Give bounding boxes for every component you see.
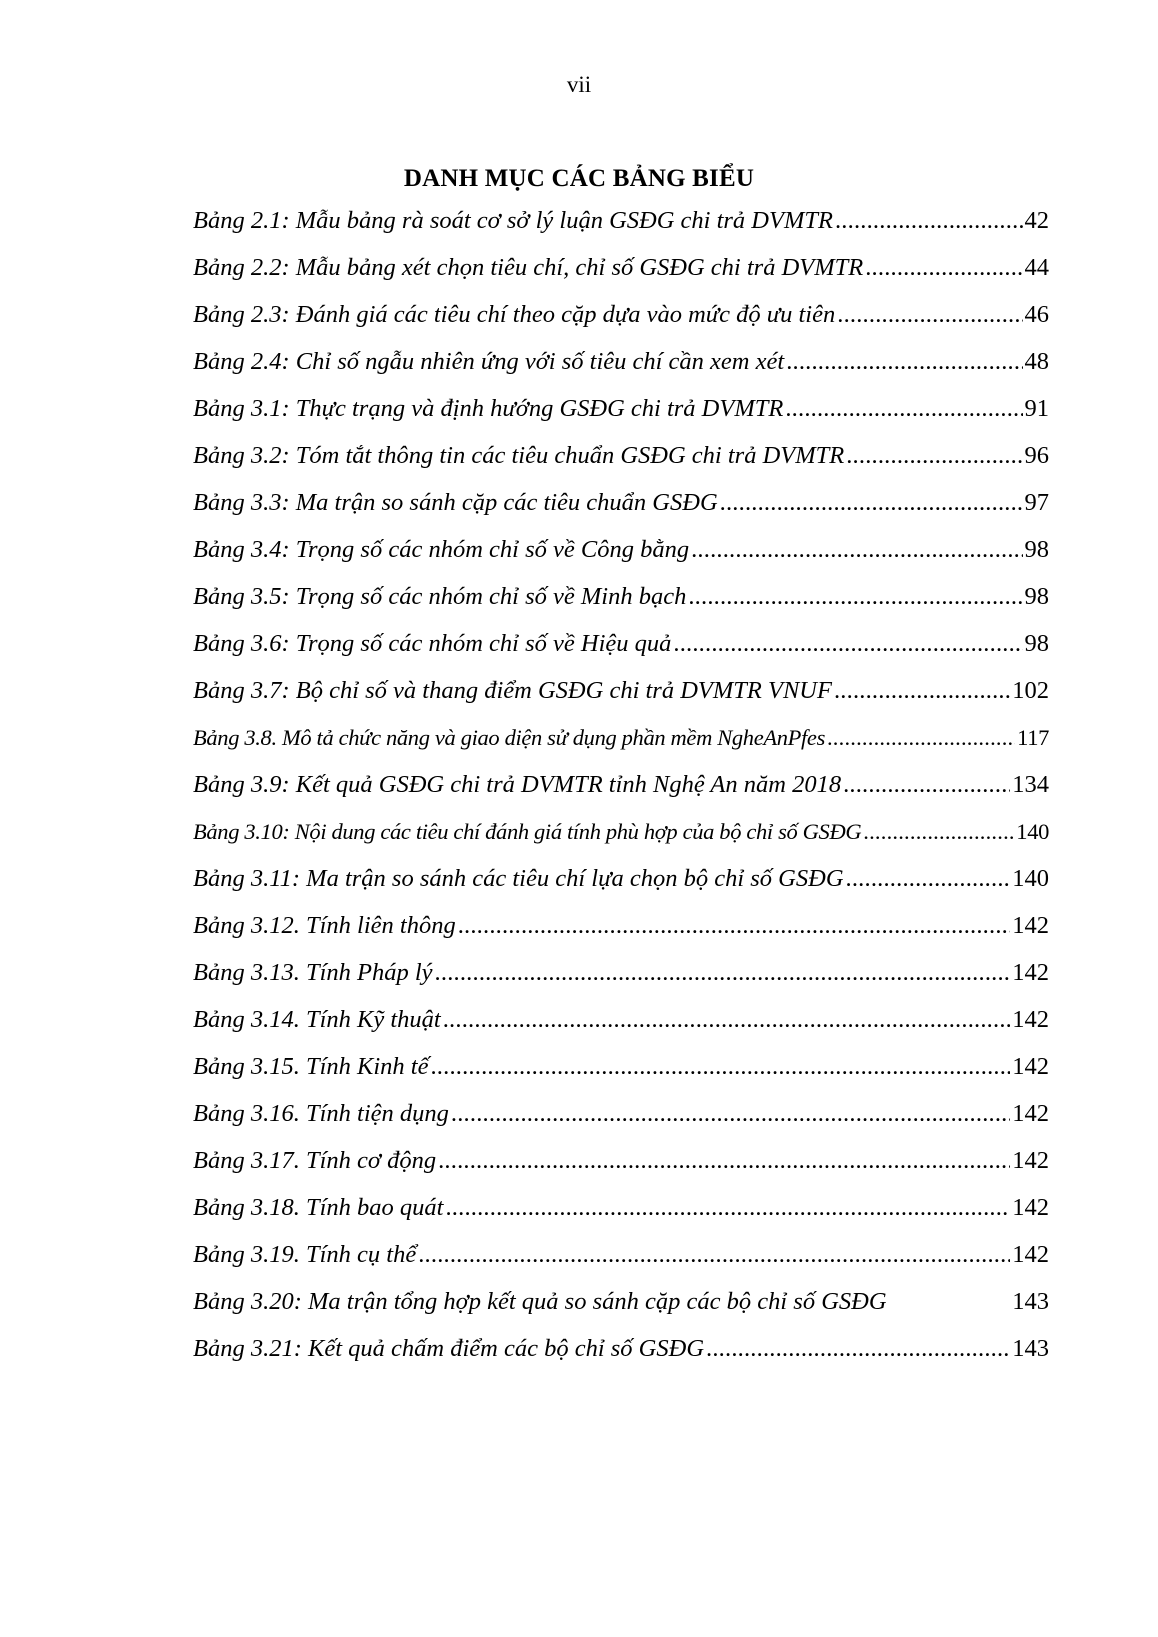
dot-leader [435, 958, 1011, 988]
toc-entry-label: Bảng 3.10: Nội dung các tiêu chí đánh giá tính phù hợp của bộ chỉ số GSĐG [193, 819, 862, 844]
toc-entry[interactable] [193, 1052, 1049, 1099]
toc-entry[interactable] [193, 1005, 1049, 1052]
toc-entry[interactable] [193, 864, 1049, 911]
toc-entry[interactable] [193, 394, 1049, 441]
toc-entry-label: Bảng 3.3: Ma trận so sánh cặp các tiêu chuẩn GSĐG [193, 489, 718, 516]
toc-entry[interactable] [193, 1334, 1049, 1381]
toc-entry[interactable] [193, 253, 1049, 300]
dot-leader [688, 582, 1022, 612]
dot-leader [720, 488, 1023, 518]
toc-entry-page: 142 [1012, 1194, 1049, 1221]
toc-entry[interactable] [193, 723, 1049, 770]
toc-entry[interactable] [193, 488, 1049, 535]
toc-entry[interactable] [193, 1193, 1049, 1240]
toc-entry[interactable] [193, 535, 1049, 582]
toc-entry-page: 142 [1012, 912, 1049, 939]
table-list [193, 206, 1049, 1381]
toc-entry-page: 140 [1012, 865, 1049, 892]
toc-entry-label: Bảng 3.20: Ma trận tổng hợp kết quả so sánh cặp các bộ chỉ số GSĐG [193, 1288, 887, 1315]
toc-entry-label: Bảng 3.12. Tính liên thông [193, 912, 456, 939]
toc-entry-label: Bảng 3.18. Tính bao quát [193, 1194, 444, 1221]
dot-leader [706, 1334, 1010, 1364]
dot-leader [786, 347, 1022, 377]
toc-entry[interactable] [193, 1240, 1049, 1287]
dot-leader [418, 1240, 1010, 1270]
toc-entry-page: 91 [1024, 395, 1049, 422]
dot-leader [445, 1193, 1010, 1223]
dot-leader [837, 300, 1022, 330]
toc-entry-page: 134 [1012, 771, 1049, 798]
toc-entry-label: Bảng 3.5: Trọng số các nhóm chỉ số về Minh bạch [193, 583, 687, 610]
toc-entry-page: 143 [1012, 1335, 1049, 1362]
toc-entry-label: Bảng 3.4: Trọng số các nhóm chỉ số về Công bằng [193, 536, 690, 563]
toc-entry-label: Bảng 2.3: Đánh giá các tiêu chí theo cặp dựa vào mức độ ưu tiên [193, 301, 836, 328]
dot-leader [865, 253, 1022, 283]
toc-entry[interactable] [193, 676, 1049, 723]
dot-leader [458, 911, 1011, 941]
dot-leader [846, 441, 1022, 471]
dot-leader [785, 394, 1022, 424]
toc-entry-page: 142 [1012, 1053, 1049, 1080]
toc-entry[interactable] [193, 629, 1049, 676]
toc-entry-page: 142 [1012, 1241, 1049, 1268]
toc-entry-page: 98 [1024, 630, 1049, 657]
toc-entry[interactable] [193, 441, 1049, 488]
toc-entry-label: Bảng 3.9: Kết quả GSĐG chi trả DVMTR tỉnh Nghệ An năm 2018 [193, 771, 842, 798]
dot-leader [835, 206, 1023, 236]
toc-entry-label: Bảng 3.7: Bộ chỉ số và thang điểm GSĐG chi trả DVMTR VNUF [193, 677, 832, 704]
toc-entry[interactable] [193, 1099, 1049, 1146]
toc-entry-label: Bảng 3.13. Tính Pháp lý [193, 959, 433, 986]
toc-entry[interactable] [193, 1146, 1049, 1193]
toc-entry-page: 97 [1024, 489, 1049, 516]
toc-entry[interactable] [193, 347, 1049, 394]
toc-entry-page: 98 [1024, 583, 1049, 610]
toc-entry-label: Bảng 3.11: Ma trận so sánh các tiêu chí lựa chọn bộ chỉ số GSĐG [193, 865, 844, 892]
toc-entry[interactable] [193, 206, 1049, 253]
dot-leader [846, 864, 1011, 894]
toc-entry-label: Bảng 3.15. Tính Kinh tế [193, 1053, 429, 1080]
toc-entry-label: Bảng 2.2: Mẫu bảng xét chọn tiêu chí, chỉ số GSĐG chi trả DVMTR [193, 254, 864, 281]
toc-entry-page: 142 [1012, 959, 1049, 986]
dot-leader [843, 770, 1010, 800]
dot-leader [430, 1052, 1010, 1082]
toc-entry-page: 143 [1012, 1288, 1049, 1315]
dot-leader [834, 676, 1010, 706]
dot-leader [673, 629, 1022, 659]
toc-entry-label: Bảng 2.4: Chỉ số ngẫu nhiên ứng với số tiêu chí cần xem xét [193, 348, 785, 375]
toc-entry-page: 48 [1024, 348, 1049, 375]
toc-entry-label: Bảng 3.19. Tính cụ thể [193, 1241, 417, 1268]
toc-entry-label: Bảng 3.1: Thực trạng và định hướng GSĐG chi trả DVMTR [193, 395, 784, 422]
toc-entry[interactable] [193, 300, 1049, 347]
toc-entry[interactable] [193, 817, 1049, 864]
toc-entry[interactable] [193, 911, 1049, 958]
dot-leader [438, 1146, 1010, 1176]
toc-entry-page: 96 [1024, 442, 1049, 469]
toc-entry-label: Bảng 3.8. Mô tả chức năng và giao diện sử dụng phần mềm NgheAnPfes [193, 725, 825, 750]
toc-entry-label: Bảng 2.1: Mẫu bảng rà soát cơ sở lý luận GSĐG chi trả DVMTR [193, 207, 833, 234]
toc-entry-label: Bảng 3.6: Trọng số các nhóm chỉ số về Hiệu quả [193, 630, 672, 657]
toc-entry-page: 46 [1024, 301, 1049, 328]
toc-entry-page: 98 [1024, 536, 1049, 563]
toc-entry-label: Bảng 3.14. Tính Kỹ thuật [193, 1006, 441, 1033]
toc-entry-page: 42 [1024, 207, 1049, 234]
toc-entry[interactable] [193, 770, 1049, 817]
toc-entry[interactable] [193, 582, 1049, 629]
dot-leader [451, 1099, 1010, 1129]
toc-entry-page: 140 [1016, 819, 1049, 844]
toc-entry[interactable] [193, 958, 1049, 1005]
dot-leader [889, 1287, 1011, 1317]
toc-entry-page: 142 [1012, 1147, 1049, 1174]
toc-entry-label: Bảng 3.2: Tóm tắt thông tin các tiêu chuẩn GSĐG chi trả DVMTR [193, 442, 845, 469]
dot-leader [691, 535, 1022, 565]
page-number: vii [566, 72, 592, 97]
toc-entry-page: 117 [1017, 725, 1049, 750]
toc-entry-label: Bảng 3.21: Kết quả chấm điểm các bộ chỉ số GSĐG [193, 1335, 705, 1362]
dot-leader [827, 723, 1015, 753]
dot-leader [443, 1005, 1011, 1035]
toc-entry-label: Bảng 3.16. Tính tiện dụng [193, 1100, 449, 1127]
toc-entry-page: 142 [1012, 1100, 1049, 1127]
toc-entry[interactable] [193, 1287, 1049, 1334]
toc-entry-page: 44 [1024, 254, 1049, 281]
toc-entry-page: 142 [1012, 1006, 1049, 1033]
page-title: DANH MỤC CÁC BẢNG BIỂU [403, 165, 755, 192]
dot-leader [863, 817, 1014, 847]
toc-entry-page: 102 [1012, 677, 1049, 704]
toc-entry-label: Bảng 3.17. Tính cơ động [193, 1147, 437, 1174]
